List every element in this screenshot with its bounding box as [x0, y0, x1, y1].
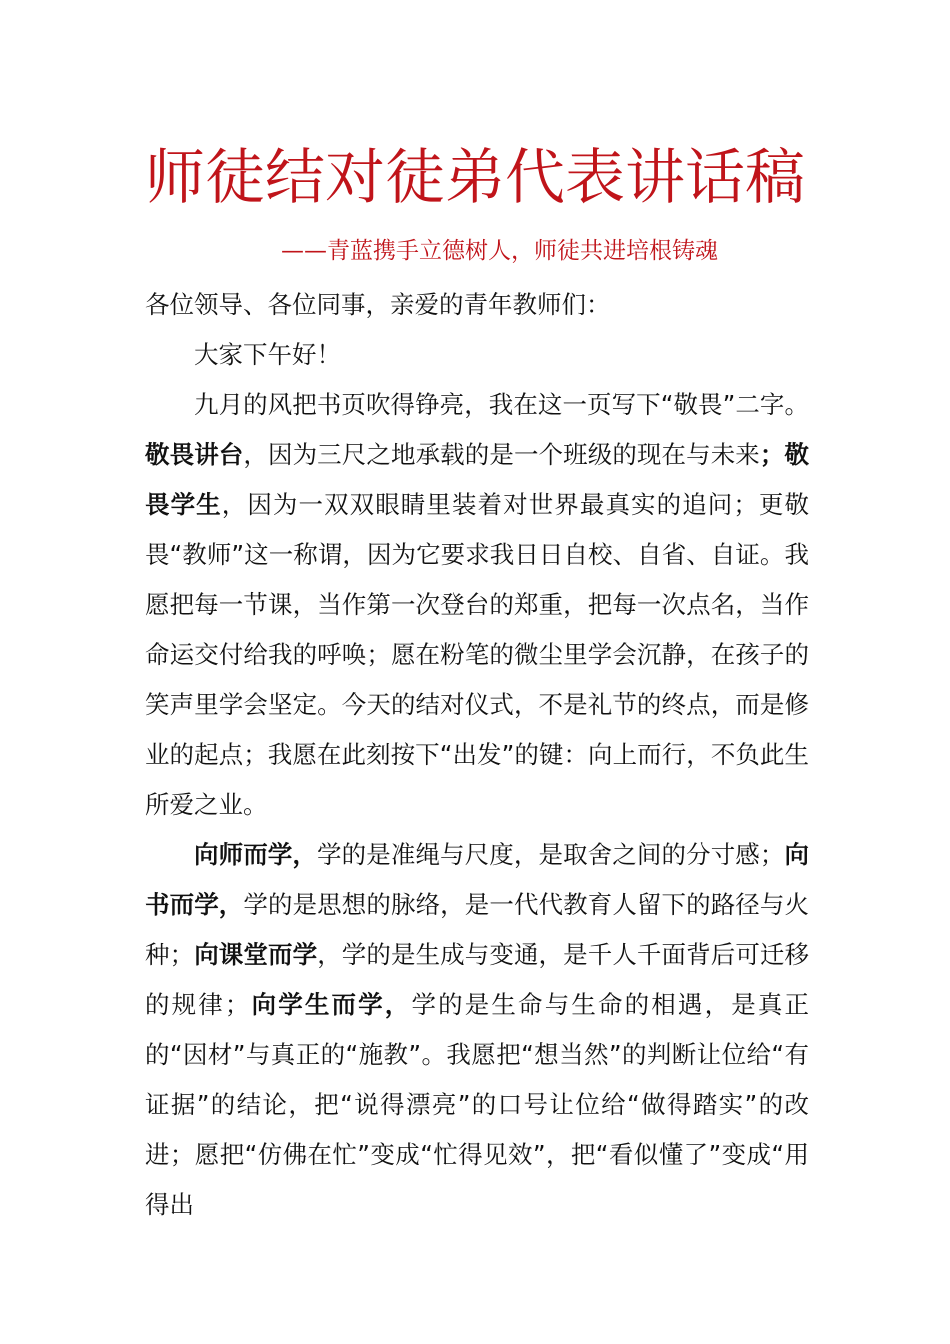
bold-phrase: ；敬畏学生	[145, 440, 810, 519]
document-title: 师徒结对徒弟代表讲话稿	[145, 143, 805, 213]
paragraph-text: 学的是准绳与尺度，是取舍之间的分寸感；	[317, 840, 785, 869]
document-subtitle: ——青蓝携手立德树人，师徒共进培根铸魂	[281, 238, 718, 264]
bold-phrase: 向书而学，	[145, 840, 810, 919]
salutation: 各位领导、各位同事，亲爱的青年教师们：	[145, 290, 611, 319]
bold-phrase: 敬畏讲台	[145, 440, 244, 469]
paragraph-text: ，学的是生成与变通，是千人千面背后可迁移的规律；	[145, 940, 810, 1019]
paragraph-text: ，因为三尺之地承载的是一个班级的现在与未来	[243, 440, 760, 469]
bold-phrase: 向师而学，	[194, 840, 318, 869]
paragraph-text: 学的是思想的脉络，是一代代教育人留下的路径与火种；	[145, 890, 810, 969]
paragraph-text: ，因为一双双眼睛里装着对世界最真实的追问；更敬畏“教师”这一称谓，因为它要求我日日自校、自省、自证。我愿把每一节课，当作第一次登台的郑重，把每一次点名，当作命运交付给我的呼唤；愿在粉笔的微尘里学会沉静，在孩子的笑声里学会坚定。今天的结对仪式，不是礼节的终点，而是修业的起点；我愿在此刻按下“出发”的键：向上而行，不负此生所爱之业。	[145, 490, 810, 819]
paragraph-text: 学的是生命与生命的相遇，是真正的“因材”与真正的“施教”。我愿把“想当然”的判断让位给“有证据”的结论，把“说得漂亮”的口号让位给“做得踏实”的改进；愿把“仿佛在忙”变成“忙得见效”，把“看似懂了”变成“用得出	[145, 990, 810, 1219]
bold-phrase: 向学生而学，	[249, 990, 412, 1019]
paragraph-text: 九月的风把书页吹得铮亮，我在这一页写下“敬畏”二字。	[194, 390, 809, 419]
greeting: 大家下午好！	[194, 340, 341, 369]
paragraph-awe	[145, 380, 809, 830]
speech-body	[145, 280, 809, 1230]
bold-phrase: 向课堂而学	[194, 940, 318, 969]
paragraph-learning	[145, 830, 809, 1230]
